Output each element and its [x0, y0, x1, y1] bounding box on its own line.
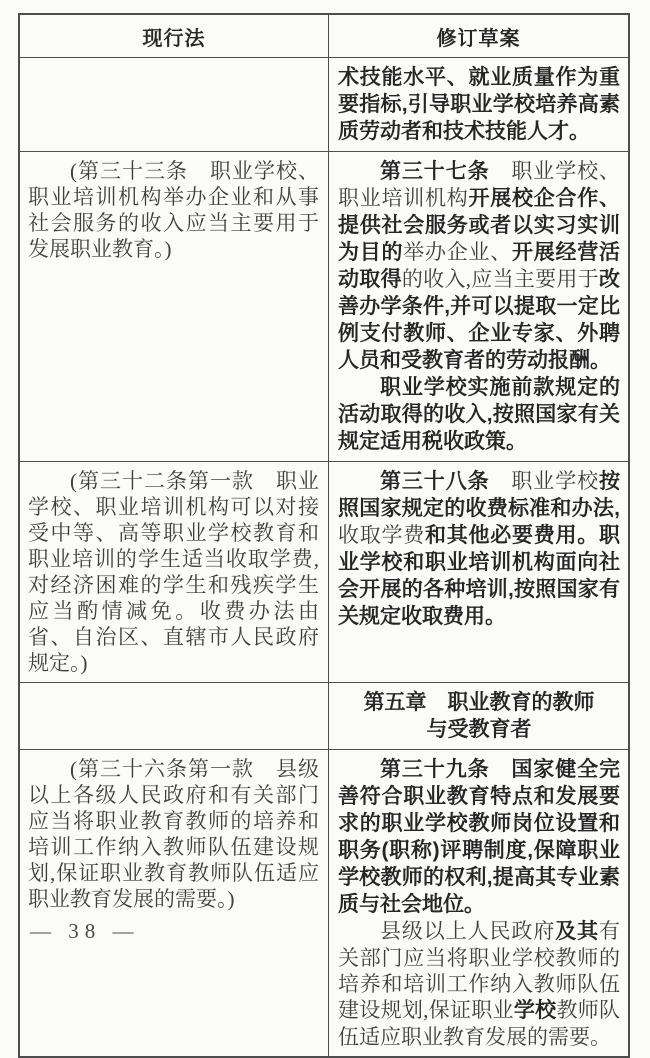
- law-comparison-table: [18, 13, 630, 1058]
- table-row: [20, 461, 628, 682]
- chapter-heading: [338, 716, 620, 743]
- unchanged-text-segment: 职业学校: [489, 469, 599, 493]
- revised-text-segment: 第五章 职业教育的教师: [363, 691, 595, 714]
- page-number: — 38 —: [30, 919, 140, 943]
- unchanged-text-segment: (第三十六条第一款 县级以上各级人民政府和有关部门应当将职业教育教师的培养和培训工作纳入教师队伍建设规划,保证职业教育教师队伍适应职业教育发展的需要。): [28, 757, 319, 911]
- revised-draft-cell: [329, 683, 628, 749]
- unchanged-text-segment: 县级以上人民政府: [380, 919, 556, 943]
- revised-draft-cell: [329, 462, 628, 682]
- unchanged-text-segment: 的收入,应当主要用于: [401, 267, 600, 291]
- table-row: [20, 151, 628, 461]
- unchanged-text-segment: 有关部门应当将职业学校教师的培养和培训工作纳入教师队伍建设规划,保证职业: [338, 919, 621, 1022]
- revised-draft-cell: [329, 750, 628, 1056]
- revised-text-segment: 按照国家规定的收费标准和办法,: [338, 470, 620, 520]
- paragraph: [28, 468, 319, 676]
- current-law-cell: [20, 58, 329, 151]
- revised-text-segment: 与受教育者: [426, 718, 532, 741]
- revised-text-segment: 学校: [513, 999, 557, 1022]
- paragraph: [28, 158, 319, 262]
- unchanged-text-segment: 教师队伍适应职业教育发展的需要。: [338, 998, 621, 1049]
- revised-text-segment: 职业学校实施前款规定的活动取得的收入,按照国家有关规定适用税收政策。: [338, 376, 620, 453]
- table-body: [20, 57, 628, 1056]
- header-revised-draft: 修订草案: [436, 27, 521, 50]
- revised-text-segment: 第三十八条: [380, 470, 490, 493]
- revised-text-segment: 开展校企合作、提供社会服务或者以实习实训为目的: [338, 187, 620, 264]
- paragraph: [338, 374, 620, 455]
- revised-draft-cell: [329, 152, 628, 461]
- unchanged-text-segment: 举办企业、: [403, 240, 512, 264]
- current-law-cell: [20, 462, 329, 682]
- revised-text-segment: 术技能水平、就业质量作为重要指标,引导职业学校培养高素质劳动者和技术技能人才。: [338, 66, 620, 143]
- chapter-heading: [338, 689, 620, 716]
- table-row: [20, 682, 628, 749]
- unchanged-text-segment: (第三十三条 职业学校、职业培训机构举办企业和从事社会服务的收入应当主要用于发展职业教育。): [28, 159, 319, 261]
- current-law-cell: [20, 152, 329, 461]
- table-header-row: [20, 15, 628, 57]
- revised-text-segment: 第三十九条 国家健全完善符合职业教育特点和发展要求的职业学校教师岗位设置和职务(职称)评聘制度,保障职业学校教师的权利,提高其专业素质与社会地位。: [338, 758, 620, 916]
- revised-text-segment: 改善办学条件,并可以提取一定比例支付教师、企业专家、外聘人员和受教育者的劳动报酬。: [338, 268, 621, 372]
- revised-text-segment: 第三十七条: [380, 160, 490, 183]
- current-law-cell: [20, 750, 329, 1056]
- unchanged-text-segment: (第三十二条第一款 职业学校、职业培训机构可以对接受中等、高等职业学校教育和职业培训的学生适当收取学费,对经济困难的学生和残疾学生应当酌情减免。收费办法由省、自治区、直辖市人民政府规定。): [28, 469, 319, 675]
- revised-text-segment: 开展经营活动取得: [338, 241, 620, 291]
- paragraph: [338, 468, 620, 630]
- table-row: [20, 57, 628, 151]
- revised-draft-cell: [329, 58, 628, 151]
- paragraph: [338, 64, 620, 145]
- header-current-law: 现行法: [20, 15, 329, 57]
- paragraph: [338, 158, 620, 374]
- paragraph: [338, 756, 620, 918]
- unchanged-text-segment: 收取学费: [338, 523, 425, 547]
- table-row: [20, 749, 628, 1056]
- unchanged-text-segment: 职业学校、职业培训机构: [338, 159, 620, 210]
- paragraph: [28, 756, 319, 912]
- revised-text-segment: 及其: [555, 920, 600, 943]
- revised-text-segment: 和其他必要费用。职业学校和职业培训机构面向社会开展的各种培训,按照国家有关规定收取费用。: [338, 524, 620, 628]
- current-law-cell: [20, 683, 329, 749]
- paragraph: [338, 918, 620, 1050]
